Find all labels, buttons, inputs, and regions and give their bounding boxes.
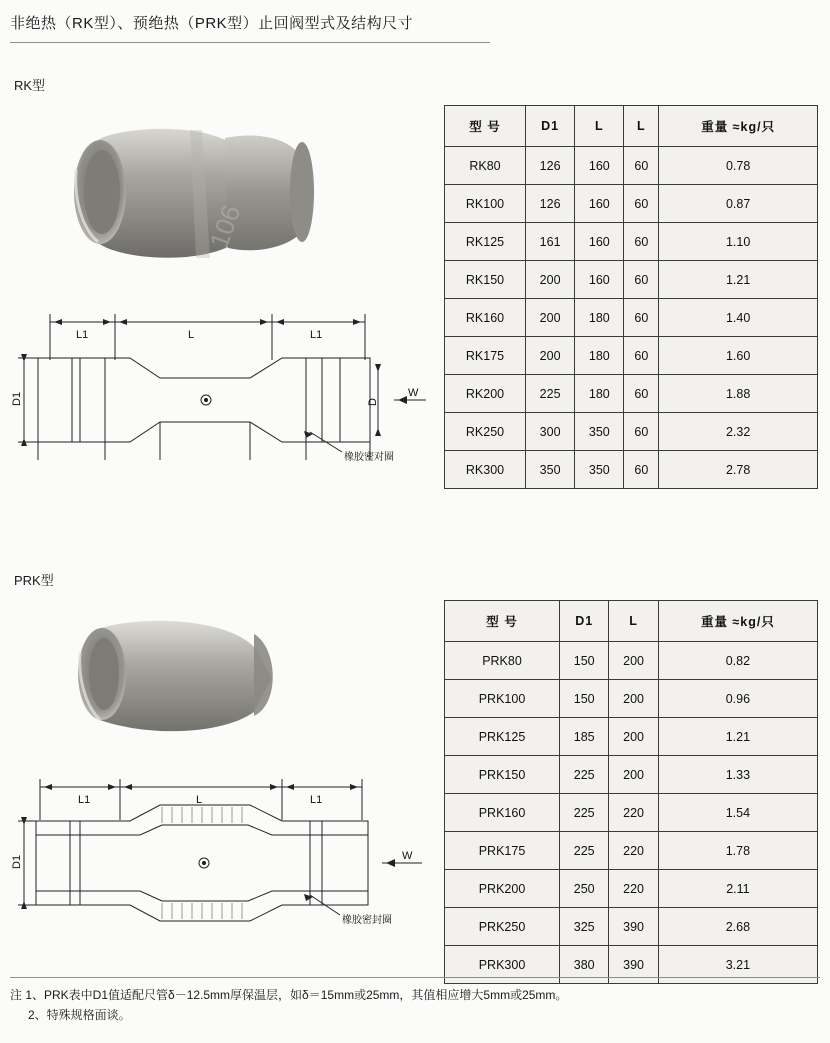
table-prk <box>444 600 818 984</box>
dim-l1-right-rk: L1 <box>310 329 323 341</box>
cell-l: 160 <box>575 223 624 261</box>
section-label-prk: PRK型 <box>14 573 54 588</box>
cell-weight: 1.33 <box>658 756 817 794</box>
cell-model: RK125 <box>445 223 526 261</box>
cell-d1: 200 <box>526 299 575 337</box>
cell-model: PRK300 <box>445 946 560 984</box>
cell-d1: 126 <box>526 147 575 185</box>
table-row <box>445 870 818 908</box>
cell-l: 390 <box>609 946 658 984</box>
cell-l: 180 <box>575 299 624 337</box>
table-row <box>445 261 818 299</box>
cell-d1: 325 <box>560 908 609 946</box>
cell-weight: 2.11 <box>658 870 817 908</box>
cell-d1: 200 <box>526 337 575 375</box>
cell-d1: 150 <box>560 642 609 680</box>
cell-l: 200 <box>609 718 658 756</box>
cell-model: RK100 <box>445 185 526 223</box>
table-prk-th-2: L <box>609 601 658 642</box>
table-rk-th-1: D1 <box>526 106 575 147</box>
label-seal-rk: 橡胶密对圈 <box>344 452 394 463</box>
cell-model: PRK160 <box>445 794 560 832</box>
cell-l2: 60 <box>624 223 659 261</box>
cell-l2: 60 <box>624 185 659 223</box>
cell-d1: 225 <box>560 832 609 870</box>
cell-model: RK80 <box>445 147 526 185</box>
cell-model: RK200 <box>445 375 526 413</box>
cell-l: 160 <box>575 147 624 185</box>
cell-l2: 60 <box>624 261 659 299</box>
cell-l2: 60 <box>624 337 659 375</box>
cell-model: PRK200 <box>445 870 560 908</box>
table-rk-th-3: L <box>624 106 659 147</box>
table-prk-th-1: D1 <box>560 601 609 642</box>
cell-d1: 380 <box>560 946 609 984</box>
cell-l: 200 <box>609 680 658 718</box>
table-prk-th-3: 重量 ≈kg/只 <box>658 601 817 642</box>
cell-l2: 60 <box>624 299 659 337</box>
cell-d1: 300 <box>526 413 575 451</box>
dim-d1-rk: D1 <box>11 391 23 406</box>
cell-model: RK160 <box>445 299 526 337</box>
cell-d1: 126 <box>526 185 575 223</box>
cell-weight: 2.68 <box>658 908 817 946</box>
cell-weight: 2.32 <box>659 413 818 451</box>
table-row <box>445 413 818 451</box>
cell-l: 160 <box>575 185 624 223</box>
cell-weight: 0.87 <box>659 185 818 223</box>
table-rk <box>444 105 818 489</box>
cell-weight: 1.21 <box>659 261 818 299</box>
dim-l1-left-rk: L1 <box>76 329 89 341</box>
cell-d1: 350 <box>526 451 575 489</box>
cell-l: 180 <box>575 375 624 413</box>
cell-model: PRK150 <box>445 756 560 794</box>
cell-weight: 1.78 <box>658 832 817 870</box>
cell-weight: 1.60 <box>659 337 818 375</box>
cell-model: PRK175 <box>445 832 560 870</box>
table-rk-th-4: 重量 ≈kg/只 <box>659 106 818 147</box>
cell-model: PRK250 <box>445 908 560 946</box>
cell-l: 350 <box>575 451 624 489</box>
cell-l: 220 <box>609 870 658 908</box>
cell-weight: 0.82 <box>658 642 817 680</box>
label-seal-prk: 橡胶密封圈 <box>342 915 392 926</box>
cell-weight: 3.21 <box>658 946 817 984</box>
cell-weight: 0.78 <box>659 147 818 185</box>
cell-weight: 1.10 <box>659 223 818 261</box>
cell-d1: 250 <box>560 870 609 908</box>
note-line-2: 2、特殊规格面谈。 <box>28 1008 131 1022</box>
cell-model: PRK125 <box>445 718 560 756</box>
cell-l2: 60 <box>624 413 659 451</box>
cell-weight: 1.88 <box>659 375 818 413</box>
cell-weight: 1.54 <box>658 794 817 832</box>
cell-weight: 1.40 <box>659 299 818 337</box>
dim-w-rk: W <box>408 387 419 399</box>
cell-l: 180 <box>575 337 624 375</box>
cell-d1: 225 <box>526 375 575 413</box>
cell-l: 200 <box>609 642 658 680</box>
dim-w-prk: W <box>402 850 413 862</box>
cell-l: 220 <box>609 794 658 832</box>
dim-d1-prk: D1 <box>11 854 23 869</box>
note-line-1: 注 1、PRK表中D1值适配尺管δ－12.5mm厚保温层，如δ＝15mm或25mm，其值相应增大5mm或25mm。 <box>10 988 568 1002</box>
cell-l: 160 <box>575 261 624 299</box>
cell-model: RK175 <box>445 337 526 375</box>
table-row <box>445 680 818 718</box>
cell-model: RK300 <box>445 451 526 489</box>
cell-d1: 225 <box>560 794 609 832</box>
notes-divider <box>10 977 820 978</box>
drawing-prk-valve <box>10 765 430 940</box>
cell-l: 350 <box>575 413 624 451</box>
cell-l: 390 <box>609 908 658 946</box>
table-rk-th-2: L <box>575 106 624 147</box>
cell-d1: 200 <box>526 261 575 299</box>
table-row <box>445 794 818 832</box>
table-row <box>445 337 818 375</box>
table-row <box>445 832 818 870</box>
cell-d1: 185 <box>560 718 609 756</box>
svg-text:106: 106 <box>203 201 247 253</box>
dim-l1-left-prk: L1 <box>78 794 91 806</box>
cell-weight: 0.96 <box>658 680 817 718</box>
cell-d1: 161 <box>526 223 575 261</box>
table-row <box>445 223 818 261</box>
cell-d1: 150 <box>560 680 609 718</box>
dim-d-rk: D <box>367 398 379 406</box>
table-prk-header-row <box>445 601 818 642</box>
table-row <box>445 718 818 756</box>
cell-l: 220 <box>609 832 658 870</box>
cell-model: RK150 <box>445 261 526 299</box>
table-row <box>445 147 818 185</box>
dim-l-rk: L <box>188 329 195 341</box>
table-row <box>445 908 818 946</box>
cell-weight: 1.21 <box>658 718 817 756</box>
table-prk-th-0: 型 号 <box>445 601 560 642</box>
section-label-rk: RK型 <box>14 78 46 93</box>
cell-l2: 60 <box>624 147 659 185</box>
cell-weight: 2.78 <box>659 451 818 489</box>
table-row <box>445 375 818 413</box>
notes-block <box>10 985 820 1025</box>
table-row <box>445 642 818 680</box>
photo-rk-valve <box>40 100 360 290</box>
table-row <box>445 299 818 337</box>
table-rk-th-0: 型 号 <box>445 106 526 147</box>
title-divider <box>10 42 490 43</box>
cell-d1: 225 <box>560 756 609 794</box>
table-rk-header-row <box>445 106 818 147</box>
dim-l1-right-prk: L1 <box>310 794 323 806</box>
cell-l2: 60 <box>624 451 659 489</box>
cell-model: PRK100 <box>445 680 560 718</box>
photo-prk-valve <box>40 600 340 750</box>
table-row <box>445 451 818 489</box>
cell-model: RK250 <box>445 413 526 451</box>
dim-l-prk: L <box>196 794 203 806</box>
cell-model: PRK80 <box>445 642 560 680</box>
table-row <box>445 185 818 223</box>
drawing-rk-valve <box>10 300 430 480</box>
table-row <box>445 756 818 794</box>
page-title: 非绝热（RK型）、预绝热（PRK型）止回阀型式及结构尺寸 <box>10 15 414 32</box>
cell-l2: 60 <box>624 375 659 413</box>
cell-l: 200 <box>609 756 658 794</box>
